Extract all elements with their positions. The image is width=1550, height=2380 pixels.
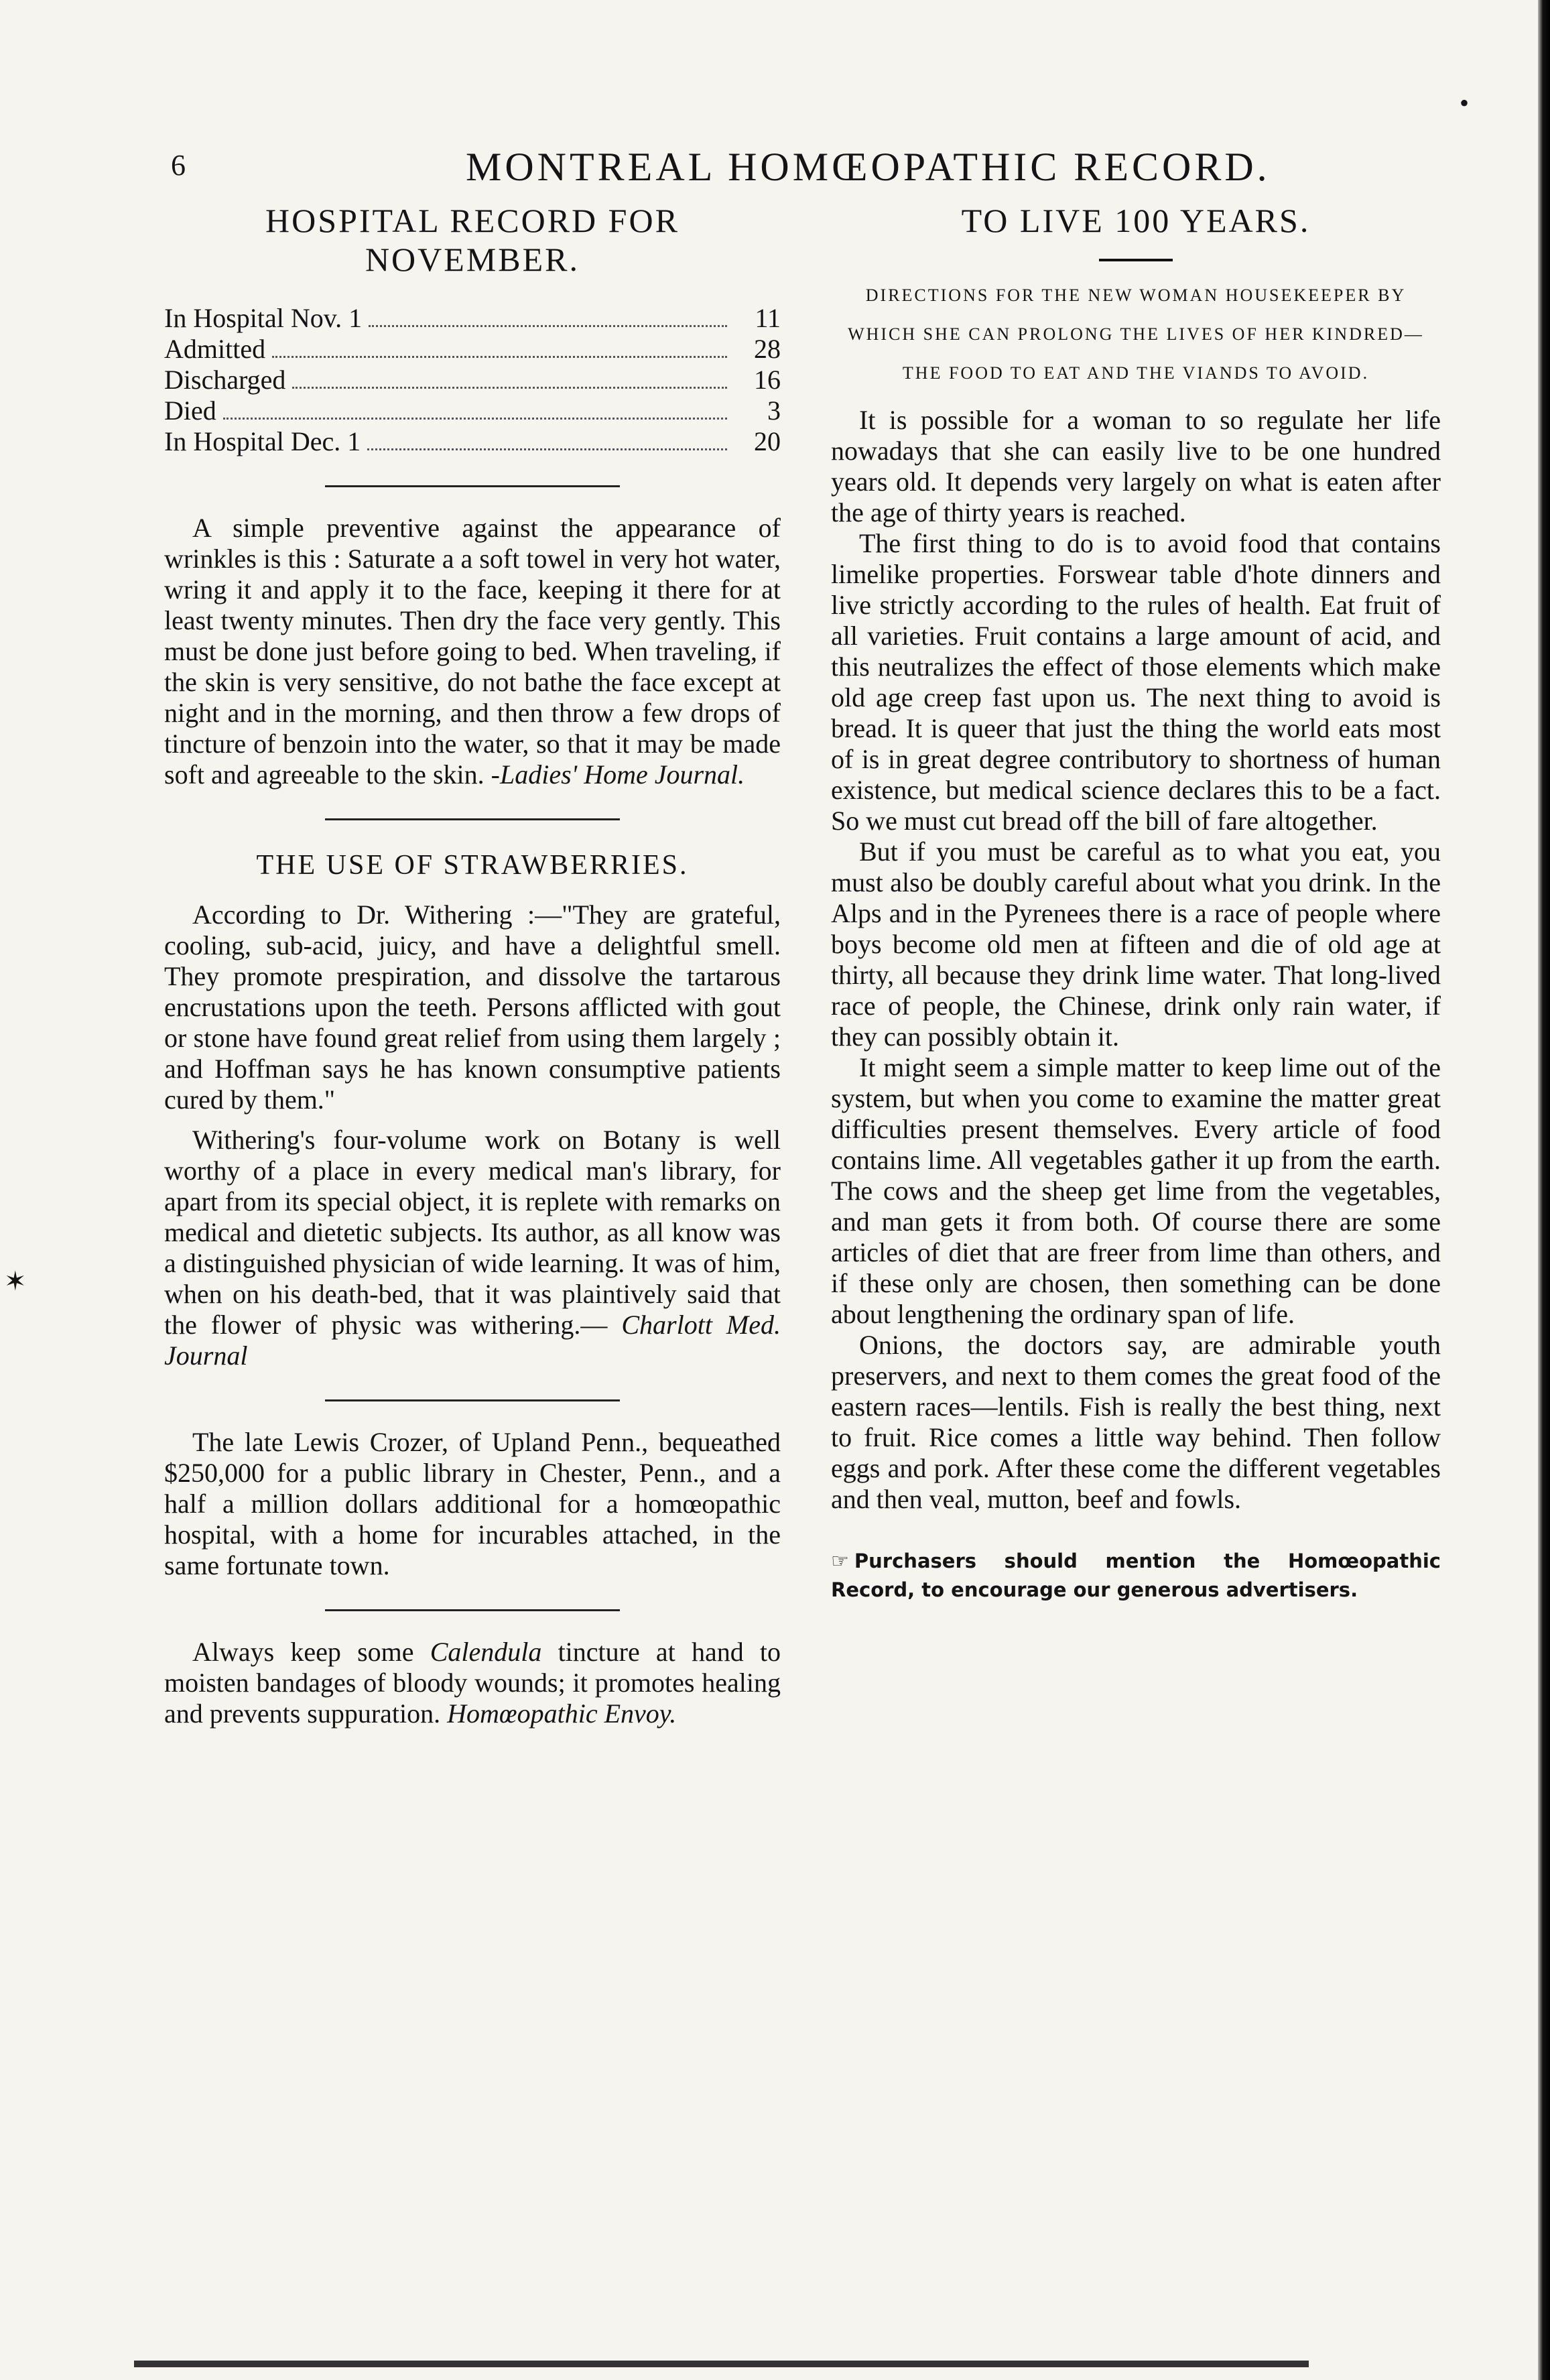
journal-title: MONTREAL HOMŒOPATHIC RECORD. — [466, 145, 1271, 189]
tally-row — [164, 426, 781, 457]
crozer-article: The late Lewis Crozer, of Upland Penn., bequeathed $250,000 for a public library in Chester, Penn., and a half a million dollars additional for a homœopathic hospital, with a home for incurables attached, in the same fortunate town. — [164, 1427, 781, 1580]
pointing-hand-icon: ☞ — [831, 1550, 849, 1573]
live-paragraph: It is possible for a woman to so regulate her life nowadays that she can easily live to be one hundred years old. It depends very largely on what is eaten after the age of thirty years is reached. — [831, 405, 1441, 527]
live-paragraph: Onions, the doctors say, are admirable youth preservers, and next to them comes the great food of the eastern races—lentils. Fish is really the best thing, next to fruit. Rice comes a little way behind. Then follow eggs and pork. After these come the different vegetables and then veal, mutton, beef and fowls. — [831, 1330, 1441, 1514]
live-paragraph: The first thing to do is to avoid food that contains limelike properties. Forswear table d'hote dinners and live strictly according to the rules of health. Eat fruit of all varieties. Fruit contains a large amount of acid, and this neutralizes the effect of those elements which make old age creep fast upon us. The next thing to avoid is bread. It is queer that just the thing the world eats most of is in great degree contributory to shortness of human existence, but medical science declares this to be a fact. So we must cut bread off the bill of fare altogether. — [831, 528, 1441, 836]
tally-value: 16 — [754, 365, 781, 395]
tally-value: 11 — [755, 303, 781, 333]
tally-row — [164, 395, 781, 426]
tally-row — [164, 303, 781, 334]
bottom-rule — [134, 2361, 1309, 2367]
calendula-text-after: tincture at hand to moisten bandages of bloody wounds; it promotes healing and prevents suppuration. — [164, 1637, 781, 1729]
calendula-article — [164, 1637, 781, 1729]
tally-label: In Hospital Nov. 1 — [164, 303, 363, 333]
wrinkles-source: Ladies' Home Journal. — [499, 759, 745, 790]
calendula-remedy: Calendula — [430, 1637, 542, 1667]
calendula-text-before: Always keep some — [192, 1637, 414, 1667]
purchasers-notice — [831, 1547, 1441, 1604]
margin-mark-icon: ✶ — [4, 1266, 27, 1296]
leader-dots — [272, 356, 727, 358]
live-100-years-heading: TO LIVE 100 YEARS. — [961, 202, 1311, 239]
wrinkles-article: A simple preventive against the appearance of wrinkles is this : Saturate a a soft towel in very hot water, wring it and apply it to the face, keeping it there for at least twenty minutes. Then dry the face very gently. This must be done just before going to bed. When traveling, if the skin is very sensitive, do not bathe the face except at night and in the morning, and then throw a few drops of tincture of benzoin into the water, so that it may be made soft and agreeable to the skin. -Ladies' Home Journal. — [164, 513, 781, 790]
tally-label: In Hospital Dec. 1 — [164, 426, 361, 456]
strawberries-heading: THE USE OF STRAWBERRIES. — [256, 850, 689, 881]
tally-value: 28 — [754, 334, 781, 364]
tally-label: Admitted — [164, 334, 266, 364]
live-paragraph: It might seem a simple matter to keep lime out of the system, but when you come to examine the matter great difficulties present themselves. Every article of food contains lime. All vegetables gather it up from the earth. The cows and the sheep get lime from the vegetables, and man gets it from both. Of course there are some articles of diet that are freer from lime than others, and if these only are chosen, then something can be done about lengthening the ordinary span of life. — [831, 1052, 1441, 1329]
page-number: 6 — [171, 149, 186, 182]
strawberries-paragraph-2 — [164, 1125, 781, 1371]
hospital-record-heading: HOSPITAL RECORD FOR NOVEMBER. — [265, 202, 680, 278]
tally-row — [164, 365, 781, 395]
leader-dots — [223, 418, 727, 420]
heading-rule — [1099, 259, 1173, 261]
tally-value: 3 — [767, 395, 781, 426]
section-divider — [325, 485, 620, 487]
notice-text: Purchasers should mention the Homœopathic Record, to encourage our generous advertisers. — [831, 1550, 1441, 1601]
leader-dots — [367, 448, 727, 450]
live-100-years-subheading: DIRECTIONS FOR THE NEW WOMAN HOUSEKEEPER BY WHICH SHE CAN PROLONG THE LIVES OF HER KINDRED—THE FOOD TO EAT AND THE VIANDS TO AVOID. — [848, 286, 1424, 383]
strawberries-paragraph-1: According to Dr. Withering :—"They are grateful, cooling, sub-acid, juicy, and have a delightful smell. They promote prespiration, and dissolve the tartarous encrustations upon the teeth. Persons afflicted with gout or stone have found great relief from using them largely ; and Hoffman says he has known consumptive patients cured by them." — [164, 899, 781, 1115]
tally-value: 20 — [754, 426, 781, 456]
strawberries-text: Withering's four-volume work on Botany is well worthy of a place in every medical man's library, for apart from its special object, it is replete with remarks on medical and dietetic subjects. Its author, as all know was a distinguished physician of wide learning. It was of him, when on his death-bed, that it was plaintively said that the flower of physic was withering.— — [164, 1125, 781, 1340]
leader-dots — [292, 387, 727, 389]
running-head — [171, 144, 1444, 198]
wrinkles-text: A simple preventive against the appearance of wrinkles is this : Saturate a a soft towel in very hot water, wring it and apply it to the face, keeping it there for at least twenty minutes. Then dry the face very gently. This must be done just before going to bed. When traveling, if the skin is very sensitive, do not bathe the face except at night and in the morning, and then throw a few drops of tincture of benzoin into the water, so that it may be made soft and agreeable to the skin. — [164, 513, 781, 790]
left-column — [164, 201, 781, 1729]
hospital-tally — [164, 303, 781, 457]
page-edge-shadow — [1538, 0, 1550, 2380]
strawberries-source: Charlott Med. Journal — [164, 1310, 781, 1371]
section-divider — [325, 818, 620, 820]
live-paragraph: But if you must be careful as to what you eat, you must also be doubly careful about what you drink. In the Alps and in the Pyrenees there is a race of people where boys become old men at fifteen and die of old age at thirty, all because they drink lime water. That long-lived race of people, the Chinese, drink only rain water, if they can possibly obtain it. — [831, 836, 1441, 1052]
calendula-source: Homœopathic Envoy. — [447, 1698, 677, 1729]
margin-dot-icon: • — [1460, 88, 1470, 118]
leader-dots — [369, 325, 727, 327]
tally-label: Discharged — [164, 365, 286, 395]
tally-label: Died — [164, 395, 216, 426]
right-column — [831, 201, 1441, 1604]
section-divider — [325, 1399, 620, 1401]
section-divider — [325, 1609, 620, 1611]
tally-row — [164, 334, 781, 365]
